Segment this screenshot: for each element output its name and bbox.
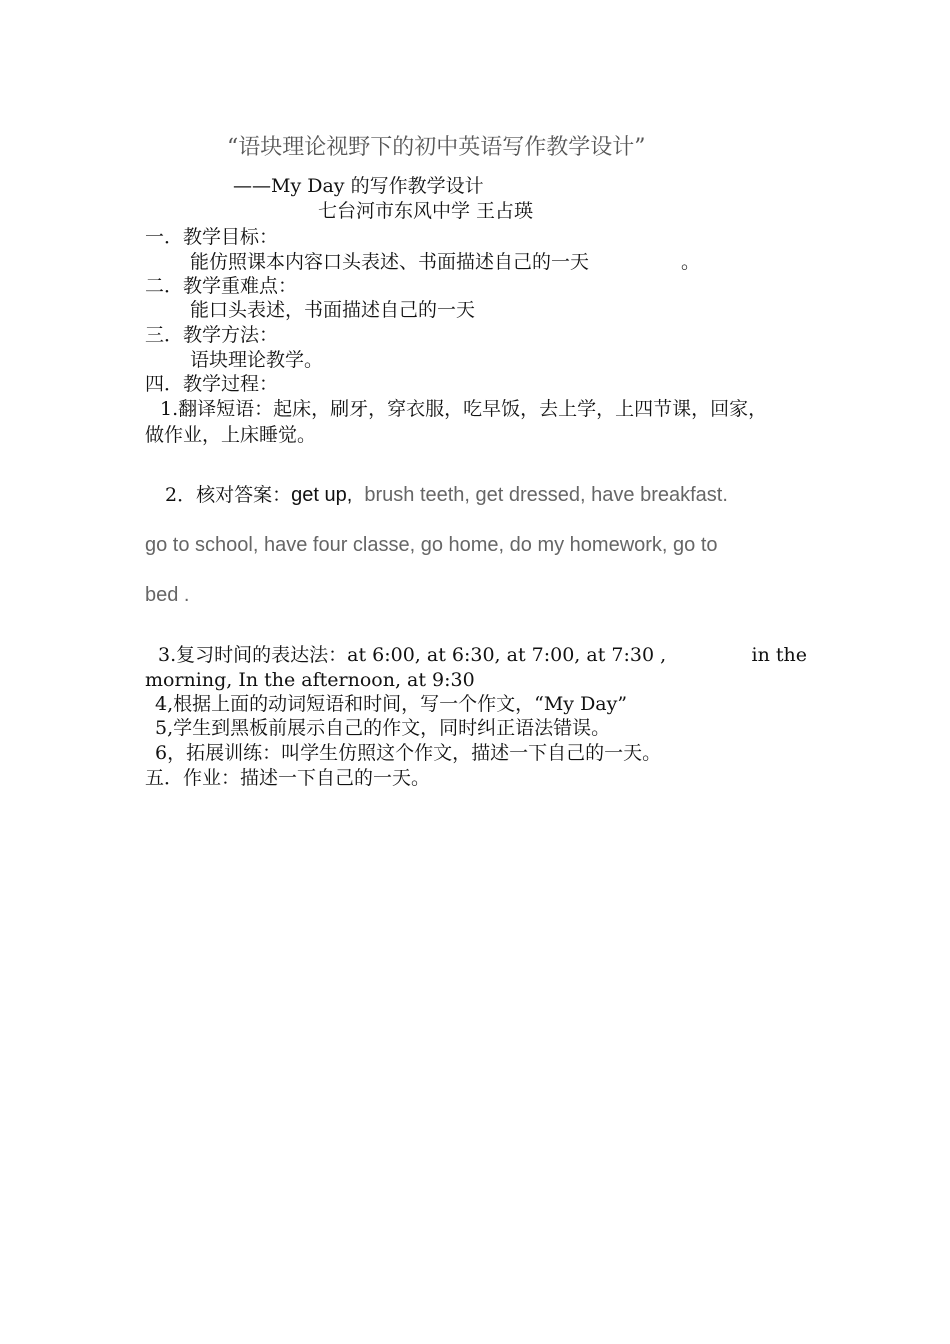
step-2-line-3: bed . bbox=[145, 584, 190, 606]
section-1-heading: 一．教学目标： bbox=[145, 226, 279, 248]
step-3-times: 3.复习时间的表达法：at 6:00, at 6:30, at 7:00, at 7:30 , bbox=[158, 644, 667, 666]
section-2-heading: 二．教学重难点： bbox=[145, 275, 298, 297]
step-6: 6，拓展训练：叫学生仿照这个作文，描述一下自己的一天。 bbox=[155, 742, 662, 764]
section-1-body: 能仿照课本内容口头表述、书面描述自己的一天 bbox=[190, 251, 590, 273]
step-3-line-1 bbox=[145, 643, 807, 667]
step-2-first-answer: get up, bbox=[291, 484, 353, 506]
step-5: 5,学生到黑板前展示自己的作文，同时纠正语法错误。 bbox=[155, 717, 611, 739]
step-2-line-1 bbox=[165, 483, 728, 507]
step-2-prefix: 2．核对答案： bbox=[165, 484, 292, 506]
step-4: 4,根据上面的动词短语和时间，写一个作文，“My Day” bbox=[155, 693, 628, 715]
step-1-line-2: 做作业，上床睡觉。 bbox=[145, 424, 317, 446]
section-2-body: 能口头表述，书面描述自己的一天 bbox=[190, 299, 476, 321]
section-1-end-mark: 。 bbox=[681, 251, 701, 273]
step-1-line-1: 1.翻译短语：起床，刷牙，穿衣服，吃早饭，去上学，上四节课，回家， bbox=[160, 398, 768, 420]
step-3-in-the: in the bbox=[751, 644, 807, 666]
step-3-line-2: morning, In the afternoon, at 9:30 bbox=[145, 669, 475, 691]
section-4-heading: 四．教学过程： bbox=[145, 373, 279, 395]
document-subtitle: ——My Day 的写作教学设计 bbox=[233, 175, 484, 197]
section-5-homework: 五．作业：描述一下自己的一天。 bbox=[145, 767, 431, 789]
document-title: “语块理论视野下的初中英语写作教学设计” bbox=[227, 135, 646, 160]
document-author: 七台河市东风中学 王占瑛 bbox=[318, 200, 534, 222]
step-2-line-2: go to school, have four classe, go home, do my homework, go to bbox=[145, 534, 718, 556]
step-2-answers-rest: brush teeth, get dressed, have breakfast. bbox=[364, 484, 728, 506]
section-3-heading: 三．教学方法： bbox=[145, 324, 279, 346]
section-3-body: 语块理论教学。 bbox=[190, 349, 324, 371]
